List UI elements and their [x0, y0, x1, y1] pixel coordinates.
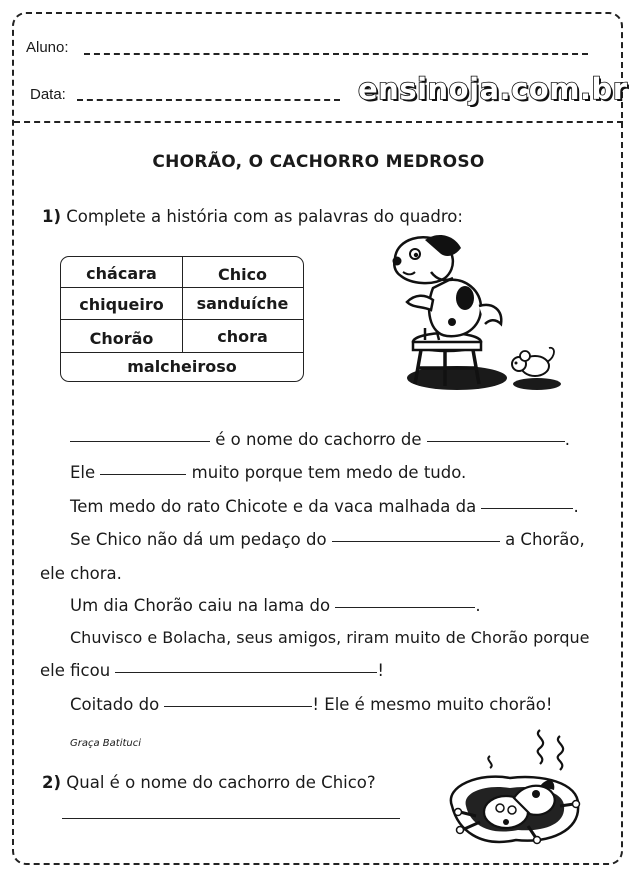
story-line-7: Chuvisco e Bolacha, seus amigos, riram muito de Chorão porque: [70, 628, 590, 647]
story-text: Tem medo do rato Chicote e da vaca malhada da: [70, 497, 477, 516]
dog-in-mud-illustration: [440, 726, 590, 854]
answer-blank[interactable]: [481, 508, 573, 509]
question-2: [42, 773, 376, 792]
story-text: Coitado do: [70, 695, 160, 714]
word-chorao: Chorão: [89, 329, 154, 348]
answer-blank[interactable]: [335, 607, 475, 608]
story-text: .: [564, 430, 571, 449]
question-2-number: 2): [42, 773, 62, 792]
answer-blank[interactable]: [115, 672, 377, 673]
story-text: ele ficou: [40, 661, 111, 680]
answer-blank[interactable]: [427, 441, 565, 442]
header-divider: [14, 121, 623, 123]
word-chiqueiro: chiqueiro: [79, 295, 164, 314]
question-2-answer-line[interactable]: [62, 818, 400, 819]
answer-blank[interactable]: [100, 474, 186, 475]
story-text: a Chorão,: [505, 530, 585, 549]
story-text: .: [475, 596, 481, 615]
word-chacara: chácara: [86, 264, 157, 283]
word-chora: chora: [217, 327, 268, 346]
story-text: ! Ele é mesmo muito chorão!: [312, 695, 553, 714]
story-text: é o nome do cachorro de: [215, 430, 422, 449]
story-line-6: [70, 596, 481, 615]
data-field[interactable]: [77, 99, 340, 101]
question-1: [42, 207, 463, 226]
story-text: Ele: [70, 463, 96, 482]
question-1-number: 1): [42, 207, 62, 226]
answer-blank[interactable]: [70, 441, 210, 442]
answer-blank[interactable]: [164, 706, 312, 707]
story-text: Se Chico não dá um pedaço do: [70, 530, 327, 549]
story-line-2: [70, 463, 466, 482]
question-2-text: Qual é o nome do cachorro de Chico?: [66, 773, 376, 792]
data-label: Data:: [30, 86, 66, 103]
story-text: Um dia Chorão caiu na lama do: [70, 596, 331, 615]
aluno-field[interactable]: [84, 53, 588, 55]
story-text: !: [377, 661, 385, 680]
word-chico: Chico: [217, 265, 268, 284]
answer-blank[interactable]: [332, 541, 500, 542]
word-malcheiroso: malcheiroso: [127, 357, 237, 376]
question-1-text: Complete a história com as palavras do quadro:: [66, 207, 463, 226]
story-text: muito porque tem medo de tudo.: [191, 463, 467, 482]
page-title: CHORÃO, O CACHORRO MEDROSO: [152, 152, 485, 172]
brand-logo: ensinoja.com.br: [358, 72, 628, 106]
word-sanduiche: sanduíche: [196, 294, 289, 313]
story-line-5: ele chora.: [40, 564, 122, 583]
story-line-3: [70, 497, 579, 516]
author-credit: Graça Batituci: [70, 738, 142, 749]
story-line-8: [40, 661, 384, 680]
scared-dog-illustration: [385, 228, 570, 396]
aluno-label: Aluno:: [26, 39, 69, 56]
story-line-1: [70, 430, 570, 449]
story-text: .: [573, 497, 579, 516]
story-line-4: [70, 530, 585, 549]
story-line-9: [70, 695, 552, 714]
word-box: [60, 256, 304, 382]
